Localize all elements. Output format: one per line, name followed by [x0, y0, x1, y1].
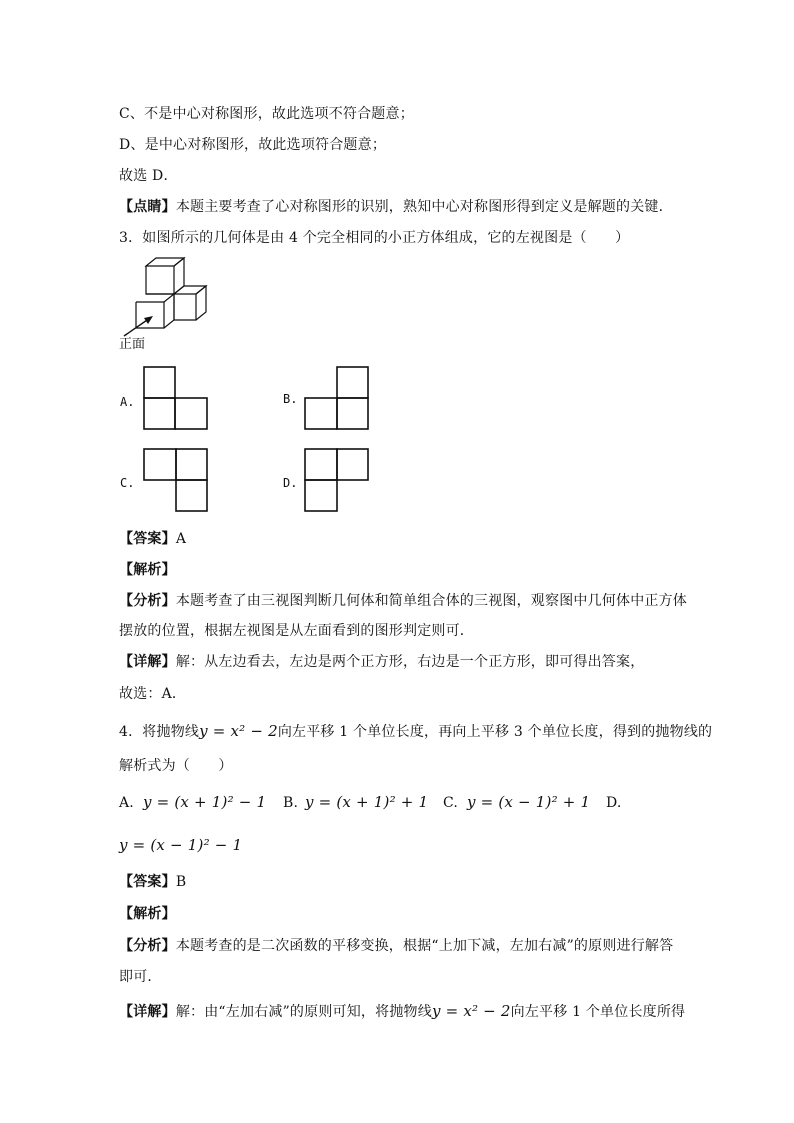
comment-text: 本题主要考查了心对称图形的识别，熟知中心对称图形得到定义是解题的关键． — [175, 199, 673, 215]
q3-xiangjie-line — [119, 652, 644, 672]
fenxi-tag: 【分析】 — [119, 593, 176, 609]
question-3: 3．如图所示的几何体是由 4 个完全相同的小正方体组成，它的左视图是（ ） — [119, 230, 630, 246]
q4-xiangjie-tag: 【详解】 — [119, 1004, 176, 1020]
option-d-figure — [304, 448, 370, 512]
q4-analysis-tag: 【解析】 — [119, 906, 176, 922]
q4-fenxi-tag: 【分析】 — [119, 938, 176, 954]
option-d-explanation: D、是中心对称图形，故此选项符合题意； — [119, 137, 387, 153]
q4-fenxi-line-1 — [119, 936, 673, 956]
q3-analysis-tag: 【解析】 — [119, 562, 176, 578]
q4-option-a-expr: y = (x + 1)² − 1 — [143, 793, 267, 811]
question-4-line-2: 解析式为（ ） — [119, 758, 233, 774]
q3-fenxi-text-1: 本题考查了由三视图判断几何体和简单组合体的三视图，观察图中几何体中正方体 — [175, 593, 688, 609]
q4-prefix: 4．将抛物线 — [119, 724, 200, 740]
q3-xiangjie-text: 解：从左边看去，左边是两个正方形，右边是一个正方形，即可得出答案， — [175, 654, 645, 670]
q4-fenxi-text-1: 本题考查的是二次函数的平移变换，根据“上加下减，左加右减”的原则进行解答 — [175, 938, 674, 954]
choose-d: 故选 D． — [119, 168, 178, 184]
q4-option-d-expr: y = (x − 1)² − 1 — [119, 836, 243, 854]
q3-answer: A — [175, 531, 187, 547]
q4-option-c-expr: y = (x − 1)² + 1 — [467, 793, 591, 811]
q4-option-a — [119, 793, 134, 813]
option-c-explanation: C、不是中心对称图形，故此选项不符合题意； — [119, 106, 414, 122]
q4-fenxi-line-2: 即可． — [119, 969, 162, 985]
q4-answer: B — [175, 874, 187, 890]
q3-fenxi-line-2: 摆放的位置，根据左视图是从左面看到的图形判定则可． — [119, 623, 474, 639]
q4-xiangjie-parabola: y = x² − 2 — [431, 1002, 511, 1020]
q4-option-b-label: B. — [283, 795, 299, 811]
option-c-label: C. — [120, 476, 135, 490]
q4-answer-tag: 【答案】 — [119, 874, 176, 890]
q3-choose: 故选：A． — [119, 686, 187, 702]
comment-line — [119, 197, 673, 217]
option-a-label: A. — [120, 395, 135, 409]
q3-fenxi-line-1 — [119, 591, 687, 611]
q4-middle: 向左平移 1 个单位长度，再向上平移 3 个单位长度，得到的抛物线的 — [277, 724, 713, 740]
q4-xiangjie-prefix: 解：由“左加右减”的原则可知，将抛物线 — [175, 1004, 432, 1020]
option-a-figure — [143, 366, 209, 430]
option-c-figure — [143, 448, 209, 512]
parabola-expr: y = x² − 2 — [199, 722, 278, 740]
option-d-label: D. — [283, 476, 298, 490]
question-4-line-1 — [119, 721, 712, 742]
q4-option-b-expr: y = (x + 1)² + 1 — [305, 793, 429, 811]
cube-figure — [118, 258, 218, 338]
q4-option-d-label: D. — [606, 795, 622, 811]
option-b-figure — [304, 366, 370, 430]
front-label: 正面 — [119, 337, 146, 352]
xiangjie-tag: 【详解】 — [119, 654, 176, 670]
option-b-label: B. — [283, 392, 298, 406]
answer-tag: 【答案】 — [119, 531, 176, 547]
q4-answer-line — [119, 872, 186, 892]
q4-xiangjie-suffix: 向左平移 1 个单位长度所得 — [510, 1004, 686, 1020]
q4-option-c-label: C. — [443, 795, 459, 811]
q4-xiangjie-line — [119, 1001, 685, 1022]
q4-option-a-label: A. — [119, 795, 134, 811]
q3-answer-line — [119, 529, 186, 549]
comment-tag: 【点睛】 — [119, 199, 176, 215]
